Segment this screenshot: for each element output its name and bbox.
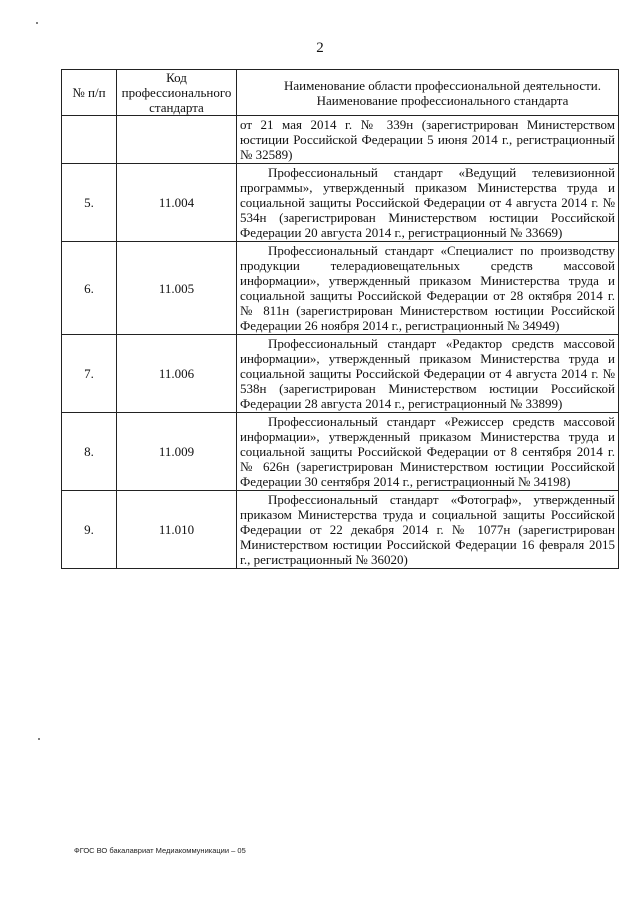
row-code: 11.006 [117,335,237,413]
row-code: 11.004 [117,164,237,242]
row-code [117,116,237,164]
table-row [62,335,619,413]
table-row [62,491,619,569]
header-name: Наименование области профессиональной деятельности. Наименование профессионального стандарта [237,70,619,116]
row-number: 6. [62,242,117,335]
row-description-text: Профессиональный стандарт «Фотограф», утвержденный приказом Министерства труда и социальной защиты Российской Федерации от 22 декабря 2014 г. № 1077н (зарегистрирован Министерством юстиции Российской Федерации 16 февраля 2015 г., регистрационный № 36020) [240,492,615,567]
scan-speck [38,738,40,740]
row-number: 9. [62,491,117,569]
row-number: 7. [62,335,117,413]
table-row [62,413,619,491]
row-code: 11.009 [117,413,237,491]
row-description [237,413,619,491]
header-code: Код профессионального стандарта [117,70,237,116]
row-description [237,242,619,335]
row-number: 5. [62,164,117,242]
row-description [237,335,619,413]
row-description [237,491,619,569]
row-number: 8. [62,413,117,491]
row-description-text: Профессиональный стандарт «Редактор средств массовой информации», утвержденный приказом Министерства труда и социальной защиты Российской Федерации от 4 августа 2014 г. № 538н (зарегистрирован Министерством юстиции Российской Федерации 28 августа 2014 г., регистрационный № 33899) [240,336,615,411]
page-number: 2 [316,40,324,56]
scan-speck [36,22,38,24]
row-description-text: Профессиональный стандарт «Режиссер средств массовой информации», утвержденный приказом Министерства труда и социальной защиты Российской Федерации от 8 сентября 2014 г. № 626н (зарегистрирован Министерством юстиции Российской Федерации 30 сентября 2014 г., регистрационный № 34198) [240,414,615,489]
row-description [237,164,619,242]
table-row [62,242,619,335]
row-number [62,116,117,164]
row-description-text: от 21 мая 2014 г. № 339н (зарегистрирован Министерством юстиции Российской Федерации 5 июня 2014 г., регистрационный № 32589) [240,117,615,162]
row-description-text: Профессиональный стандарт «Ведущий телевизионной программы», утвержденный приказом Министерства труда и социальной защиты Российской Федерации от 4 августа 2014 г. № 534н (зарегистрирован Министерством юстиции Российской Федерации 20 августа 2014 г., регистрационный № 33669) [240,165,615,240]
table-row [62,116,619,164]
row-description-text: Профессиональный стандарт «Специалист по производству продукции телерадиовещательных средств массовой информации», утвержденный приказом Министерства труда и социальной защиты Российской Федерации от 28 октября 2014 г. № 811н (зарегистрирован Министерством юстиции Российской Федерации 26 ноября 2014 г., регистрационный № 34949) [240,243,615,333]
standards-table [61,69,619,569]
table-header-row [62,70,619,116]
page-footer: ФГОС ВО бакалавриат Медиакоммуникации – 05 [74,846,246,855]
table-row [62,164,619,242]
header-number: № п/п [62,70,117,116]
row-description [237,116,619,164]
row-code: 11.005 [117,242,237,335]
row-code: 11.010 [117,491,237,569]
